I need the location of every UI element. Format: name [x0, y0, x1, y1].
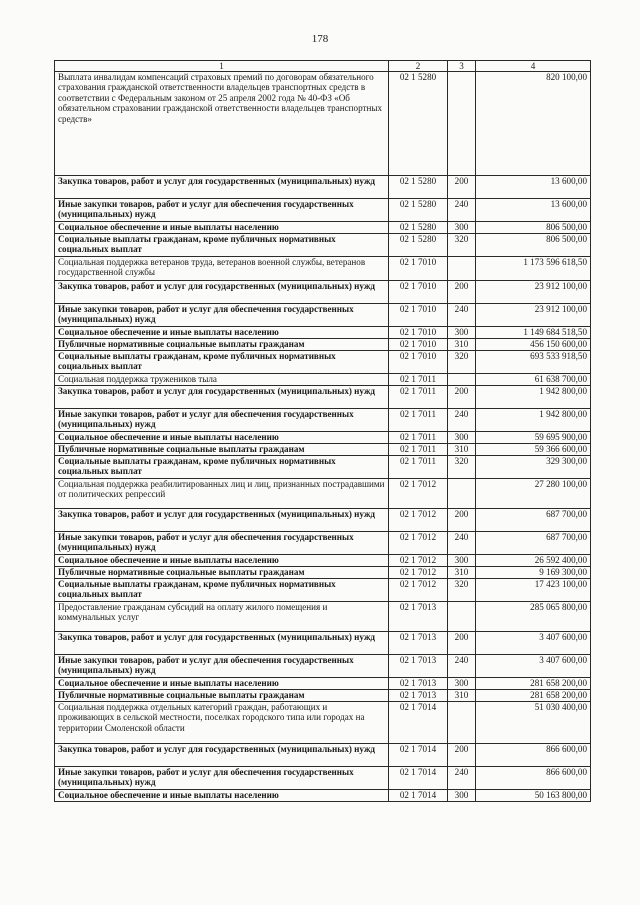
row-type-cell: 240 — [448, 199, 476, 222]
row-sum-cell: 50 163 800,00 — [476, 790, 591, 802]
table-row — [55, 532, 591, 555]
row-sum-cell: 23 912 100,00 — [476, 281, 591, 304]
table-row — [55, 234, 591, 257]
row-type-cell: 300 — [448, 327, 476, 339]
row-code-cell: 02 1 5280 — [389, 176, 448, 199]
row-code-cell: 02 1 7012 — [389, 509, 448, 532]
row-type-cell: 200 — [448, 632, 476, 655]
row-name-cell: Иные закупки товаров, работ и услуг для обеспечения государственных (муниципальных) нужд — [55, 409, 389, 432]
row-sum-cell: 13 600,00 — [476, 199, 591, 222]
row-sum-cell: 23 912 100,00 — [476, 304, 591, 327]
row-code-cell: 02 1 7012 — [389, 555, 448, 567]
row-name-cell: Закупка товаров, работ и услуг для государственных (муниципальных) нужд — [55, 744, 389, 767]
row-name-cell: Социальная поддержка реабилитированных лиц и лиц, признанных пострадавшими от политических репрессий — [55, 479, 389, 509]
row-code-cell: 02 1 7010 — [389, 339, 448, 351]
row-name-cell: Публичные нормативные социальные выплаты гражданам — [55, 567, 389, 579]
row-code-cell: 02 1 7010 — [389, 281, 448, 304]
row-sum-cell: 687 700,00 — [476, 532, 591, 555]
row-name-cell: Социальные выплаты гражданам, кроме публичных нормативных социальных выплат — [55, 456, 389, 479]
row-name-cell: Социальные выплаты гражданам, кроме публичных нормативных социальных выплат — [55, 351, 389, 374]
table-row — [55, 339, 591, 351]
row-sum-cell: 51 030 400,00 — [476, 702, 591, 744]
row-name-cell: Социальное обеспечение и иные выплаты населению — [55, 790, 389, 802]
row-type-cell: 200 — [448, 176, 476, 199]
row-sum-cell: 59 695 900,00 — [476, 432, 591, 444]
row-type-cell — [448, 479, 476, 509]
row-type-cell — [448, 257, 476, 281]
row-code-cell: 02 1 7010 — [389, 351, 448, 374]
table-row — [55, 176, 591, 199]
row-type-cell — [448, 602, 476, 632]
row-name-cell: Иные закупки товаров, работ и услуг для обеспечения государственных (муниципальных) нужд — [55, 532, 389, 555]
column-header-3: 3 — [448, 61, 476, 72]
table-row — [55, 767, 591, 790]
table-row — [55, 374, 591, 386]
row-type-cell: 300 — [448, 432, 476, 444]
table-row — [55, 555, 591, 567]
table-row — [55, 257, 591, 281]
row-type-cell: 240 — [448, 655, 476, 678]
row-name-cell: Закупка товаров, работ и услуг для государственных (муниципальных) нужд — [55, 632, 389, 655]
column-header-4: 4 — [476, 61, 591, 72]
row-type-cell: 300 — [448, 555, 476, 567]
row-name-cell: Социальные выплаты гражданам, кроме публичных нормативных социальных выплат — [55, 234, 389, 257]
row-type-cell: 200 — [448, 386, 476, 409]
row-code-cell: 02 1 7014 — [389, 702, 448, 744]
table-body — [55, 72, 591, 802]
row-code-cell: 02 1 5280 — [389, 222, 448, 234]
row-code-cell: 02 1 7014 — [389, 744, 448, 767]
row-type-cell: 240 — [448, 409, 476, 432]
row-type-cell: 240 — [448, 767, 476, 790]
row-sum-cell: 1 942 800,00 — [476, 386, 591, 409]
row-code-cell: 02 1 7013 — [389, 678, 448, 690]
table-row — [55, 327, 591, 339]
row-code-cell: 02 1 7013 — [389, 690, 448, 702]
row-sum-cell: 329 300,00 — [476, 456, 591, 479]
table-row — [55, 351, 591, 374]
row-type-cell: 320 — [448, 351, 476, 374]
row-sum-cell: 13 600,00 — [476, 176, 591, 199]
row-name-cell: Иные закупки товаров, работ и услуг для обеспечения государственных (муниципальных) нужд — [55, 304, 389, 327]
row-name-cell: Публичные нормативные социальные выплаты гражданам — [55, 690, 389, 702]
table-row — [55, 72, 591, 176]
row-name-cell: Закупка товаров, работ и услуг для государственных (муниципальных) нужд — [55, 386, 389, 409]
row-name-cell: Социальное обеспечение и иные выплаты населению — [55, 222, 389, 234]
row-sum-cell: 693 533 918,50 — [476, 351, 591, 374]
row-sum-cell: 1 173 596 618,50 — [476, 257, 591, 281]
table-header-row — [55, 61, 591, 72]
row-name-cell: Социальные выплаты гражданам, кроме публичных нормативных социальных выплат — [55, 579, 389, 602]
row-sum-cell: 456 150 600,00 — [476, 339, 591, 351]
row-code-cell: 02 1 7012 — [389, 479, 448, 509]
row-name-cell: Социальная поддержка ветеранов труда, ветеранов военной службы, ветеранов государственной службы — [55, 257, 389, 281]
budget-table — [54, 60, 591, 802]
row-code-cell: 02 1 7010 — [389, 257, 448, 281]
table-row — [55, 602, 591, 632]
row-code-cell: 02 1 7011 — [389, 432, 448, 444]
row-code-cell: 02 1 5280 — [389, 234, 448, 257]
table-row — [55, 567, 591, 579]
row-code-cell: 02 1 7014 — [389, 790, 448, 802]
page-number: 178 — [311, 33, 329, 45]
row-name-cell: Публичные нормативные социальные выплаты гражданам — [55, 339, 389, 351]
row-sum-cell: 820 100,00 — [476, 72, 591, 176]
table-row — [55, 702, 591, 744]
row-sum-cell: 59 366 600,00 — [476, 444, 591, 456]
row-code-cell: 02 1 7012 — [389, 579, 448, 602]
table-row — [55, 222, 591, 234]
row-name-cell: Публичные нормативные социальные выплаты гражданам — [55, 444, 389, 456]
row-sum-cell: 3 407 600,00 — [476, 655, 591, 678]
row-type-cell: 300 — [448, 222, 476, 234]
row-type-cell — [448, 72, 476, 176]
row-sum-cell: 3 407 600,00 — [476, 632, 591, 655]
row-type-cell: 310 — [448, 567, 476, 579]
row-name-cell: Социальное обеспечение и иные выплаты населению — [55, 678, 389, 690]
table-row — [55, 386, 591, 409]
row-code-cell: 02 1 7010 — [389, 327, 448, 339]
table-row — [55, 655, 591, 678]
row-code-cell: 02 1 7010 — [389, 304, 448, 327]
row-sum-cell: 866 600,00 — [476, 744, 591, 767]
row-name-cell: Закупка товаров, работ и услуг для государственных (муниципальных) нужд — [55, 281, 389, 304]
row-type-cell — [448, 702, 476, 744]
row-type-cell: 310 — [448, 444, 476, 456]
column-header-1: 1 — [55, 61, 389, 72]
column-header-2: 2 — [389, 61, 448, 72]
row-type-cell: 300 — [448, 678, 476, 690]
row-code-cell: 02 1 7011 — [389, 444, 448, 456]
row-code-cell: 02 1 7012 — [389, 532, 448, 555]
table-row — [55, 409, 591, 432]
row-sum-cell: 687 700,00 — [476, 509, 591, 532]
row-name-cell: Закупка товаров, работ и услуг для государственных (муниципальных) нужд — [55, 509, 389, 532]
row-name-cell: Закупка товаров, работ и услуг для государственных (муниципальных) нужд — [55, 176, 389, 199]
table-row — [55, 790, 591, 802]
row-code-cell: 02 1 7013 — [389, 602, 448, 632]
row-sum-cell: 806 500,00 — [476, 234, 591, 257]
row-type-cell — [448, 374, 476, 386]
row-sum-cell: 9 169 300,00 — [476, 567, 591, 579]
row-name-cell: Предоставление гражданам субсидий на оплату жилого помещения и коммунальных услуг — [55, 602, 389, 632]
row-sum-cell: 61 638 700,00 — [476, 374, 591, 386]
row-code-cell: 02 1 7011 — [389, 386, 448, 409]
row-code-cell: 02 1 5280 — [389, 72, 448, 176]
row-sum-cell: 27 280 100,00 — [476, 479, 591, 509]
table-row — [55, 744, 591, 767]
table-row — [55, 479, 591, 509]
table-row — [55, 632, 591, 655]
row-sum-cell: 17 423 100,00 — [476, 579, 591, 602]
row-name-cell: Социальное обеспечение и иные выплаты населению — [55, 327, 389, 339]
row-sum-cell: 866 600,00 — [476, 767, 591, 790]
row-code-cell: 02 1 7012 — [389, 567, 448, 579]
row-sum-cell: 1 149 684 518,50 — [476, 327, 591, 339]
row-code-cell: 02 1 7011 — [389, 456, 448, 479]
table-row — [55, 281, 591, 304]
row-sum-cell: 26 592 400,00 — [476, 555, 591, 567]
table-row — [55, 432, 591, 444]
row-type-cell: 200 — [448, 281, 476, 304]
row-sum-cell: 1 942 800,00 — [476, 409, 591, 432]
table-row — [55, 678, 591, 690]
row-sum-cell: 281 658 200,00 — [476, 690, 591, 702]
row-type-cell: 310 — [448, 690, 476, 702]
row-type-cell: 240 — [448, 304, 476, 327]
row-name-cell: Социальная поддержка тружеников тыла — [55, 374, 389, 386]
row-code-cell: 02 1 7013 — [389, 655, 448, 678]
row-name-cell: Социальное обеспечение и иные выплаты населению — [55, 555, 389, 567]
row-type-cell: 200 — [448, 744, 476, 767]
table-row — [55, 690, 591, 702]
row-name-cell: Социальная поддержка отдельных категорий граждан, работающих и проживающих в сельской местности, поселках городского типа или городах на территории Смоленской области — [55, 702, 389, 744]
row-type-cell: 310 — [448, 339, 476, 351]
row-sum-cell: 285 065 800,00 — [476, 602, 591, 632]
row-name-cell: Социальное обеспечение и иные выплаты населению — [55, 432, 389, 444]
row-name-cell: Иные закупки товаров, работ и услуг для обеспечения государственных (муниципальных) нужд — [55, 655, 389, 678]
table-row — [55, 199, 591, 222]
row-code-cell: 02 1 7013 — [389, 632, 448, 655]
row-code-cell: 02 1 7014 — [389, 767, 448, 790]
row-type-cell: 320 — [448, 234, 476, 257]
table-row — [55, 304, 591, 327]
row-type-cell: 320 — [448, 456, 476, 479]
row-name-cell: Иные закупки товаров, работ и услуг для обеспечения государственных (муниципальных) нужд — [55, 767, 389, 790]
row-code-cell: 02 1 7011 — [389, 374, 448, 386]
row-type-cell: 320 — [448, 579, 476, 602]
row-code-cell: 02 1 7011 — [389, 409, 448, 432]
row-type-cell: 200 — [448, 509, 476, 532]
row-type-cell: 300 — [448, 790, 476, 802]
row-type-cell: 240 — [448, 532, 476, 555]
table-row — [55, 579, 591, 602]
row-code-cell: 02 1 5280 — [389, 199, 448, 222]
table-row — [55, 456, 591, 479]
table-row — [55, 444, 591, 456]
row-sum-cell: 806 500,00 — [476, 222, 591, 234]
row-name-cell: Иные закупки товаров, работ и услуг для обеспечения государственных (муниципальных) нужд — [55, 199, 389, 222]
row-sum-cell: 281 658 200,00 — [476, 678, 591, 690]
table-row — [55, 509, 591, 532]
row-name-cell: Выплата инвалидам компенсаций страховых премий по договорам обязательного страхования гражданской ответственности владельцев транспортных средств в соответствии с Федеральным законом от 25 апреля 2002 года № 40-ФЗ «Об обязательном страховании гражданской ответственности владельцев транспортных средств» — [55, 72, 389, 176]
